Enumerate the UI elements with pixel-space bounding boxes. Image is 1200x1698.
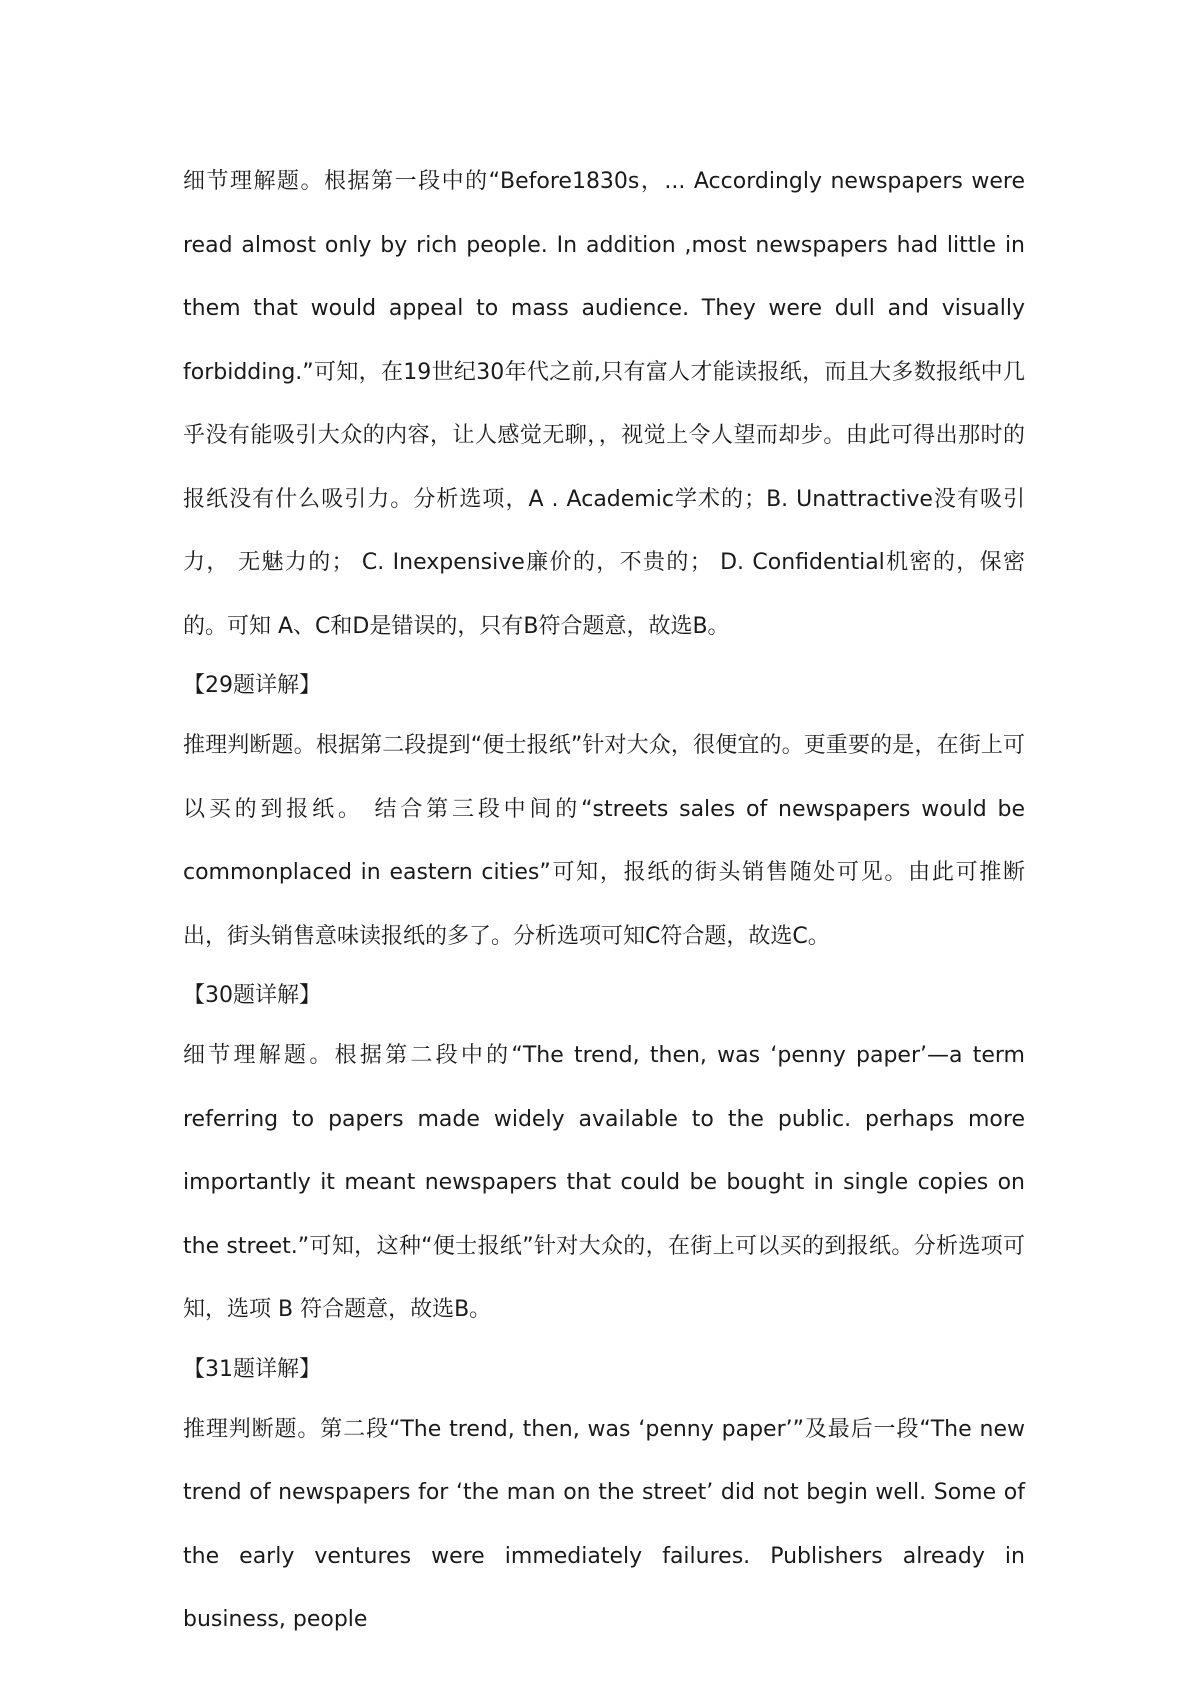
section-heading-31: 【31题详解】 xyxy=(183,1356,321,1382)
paragraph-28-explanation: 细节理解题。根据第一段中的“Before1830s，... Accordingly newspapers were read almost only by rich people. In addition ,most newspapers had little in them that would appeal to mass audience. They were dull and visually forbidding.”可知，在19世纪30年代之前,只有富人才能读报纸，而且大多数报纸中几乎没有能吸引大众的内容，让人感觉无聊，，视觉上令人望而却步。由此可得出那时的报纸没有什么吸引力。分析选项，A . Academic学术的；B. Unattractive没有吸引力， 无魅力的； C. Inexpensive廉价的，不贵的； D. Confidential机密的，保密的。可知 A、C和D是错误的，只有B符合题意，故选B。 xyxy=(183,169,1025,639)
document-body xyxy=(183,150,1025,1652)
paragraph-29-explanation: 推理判断题。根据第二段提到“便士报纸”针对大众，很便宜的。更重要的是，在街上可以买的到报纸。 结合第三段中间的“streets sales of newspapers would be commonplaced in eastern cities”可知，报纸的街头销售随处可见。由此可推断出，街头销售意味读报纸的多了。分析选项可知C符合题，故选C。 xyxy=(183,733,1025,949)
paragraph-30-explanation: 细节理解题。根据第二段中的“The trend, then, was ‘penny paper’—a term referring to papers made widely available to the public. perhaps more importantly it meant newspapers that could be bought in single copies on the street.”可知，这种“便士报纸”针对大众的，在街上可以买的到报纸。分析选项可知，选项 B 符合题意，故选B。 xyxy=(183,1043,1025,1322)
paragraph-31-explanation: 推理判断题。第二段“The trend, then, was ‘penny paper’”及最后一段“The new trend of newspapers for ‘the man on the street’ did not begin well. Some of the early ventures were immediately failures. Publishers already in business, people xyxy=(183,1416,1025,1632)
section-heading-29: 【29题详解】 xyxy=(183,673,321,698)
section-heading-30: 【30题详解】 xyxy=(183,983,321,1008)
